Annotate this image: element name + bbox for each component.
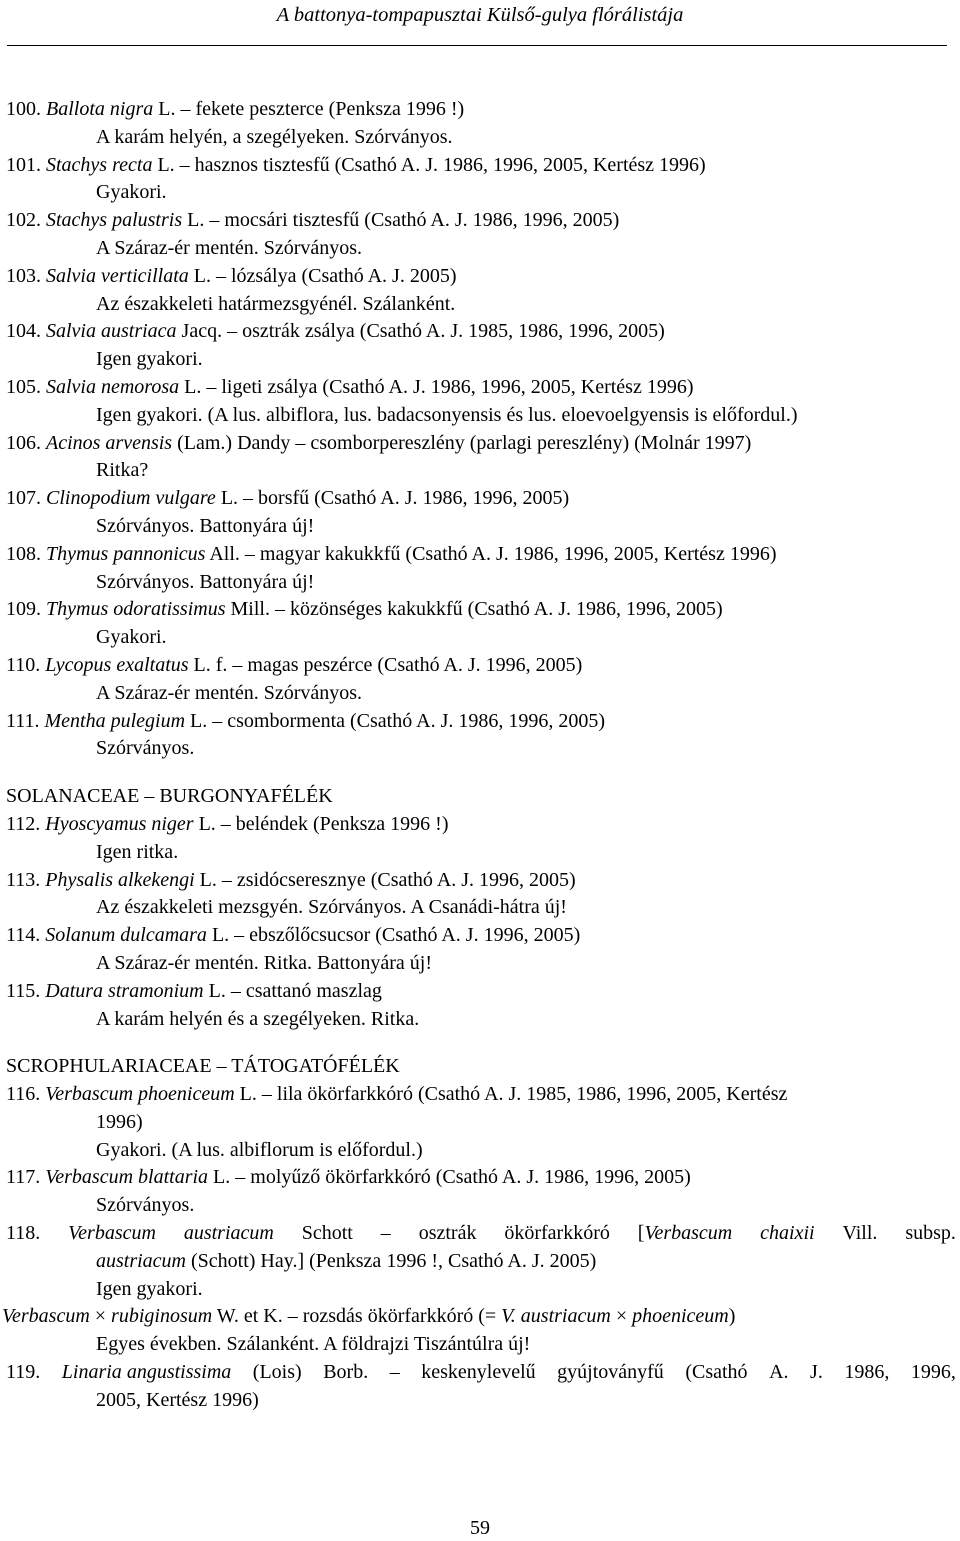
entry-note: Ritka?: [96, 459, 149, 482]
species-name: Salvia nemorosa: [46, 375, 180, 398]
species-name: Verbascum blattaria: [45, 1166, 209, 1189]
species-entry: [6, 318, 956, 374]
species-entry: [6, 922, 956, 978]
species-entry: [6, 978, 956, 1034]
entry-title-line: 101. Stachys recta L. – hasznos tisztesfű (Csathó A. J. 1986, 1996, 2005, Kertész 1996): [6, 153, 706, 176]
species-name: Stachys palustris: [46, 209, 183, 232]
species-entry: [6, 1164, 956, 1220]
entry-title-line: 107. Clinopodium vulgare L. – borsfű (Csathó A. J. 1986, 1996, 2005): [6, 487, 570, 510]
entry-note: Szórványos.: [96, 1194, 195, 1217]
entry-note: A karám helyén és a szegélyeken. Ritka.: [96, 1007, 420, 1030]
entry-title-line: 102. Stachys palustris L. – mocsári tisztesfű (Csathó A. J. 1986, 1996, 2005): [6, 209, 620, 232]
entry-title-line: 116. Verbascum phoeniceum L. – lila ökörfarkkóró (Csathó A. J. 1985, 1986, 1996, 2005, Kertész: [6, 1083, 788, 1106]
species-name: Hyoscyamus niger: [45, 812, 194, 835]
entry-note: Az északkeleti mezsgyén. Szórványos. A Csanádi-hátra új!: [96, 896, 567, 919]
species-name: Clinopodium vulgare: [46, 487, 216, 510]
running-header: [0, 0, 960, 27]
species-name: Datura stramonium: [45, 979, 204, 1002]
synonym-epithet: chaixii: [760, 1222, 815, 1245]
synonym-genus: Verbascum: [644, 1222, 733, 1245]
section-heading-scrophulariaceae: SCROPHULARIACEAE – TÁTOGATÓFÉLÉK: [6, 1055, 400, 1078]
entry-title-line: 105. Salvia nemorosa L. – ligeti zsálya (Csathó A. J. 1986, 1996, 2005, Kertész 1996): [6, 375, 694, 398]
species-entry: [6, 652, 956, 708]
entry-note: A Száraz-ér mentén. Szórványos.: [96, 236, 363, 259]
species-entry: [6, 1359, 956, 1415]
entry-title-line: 119. Linaria angustissima (Lois) Borb. – keskenylevelű gyújtoványfű (Csathó A. J. 1986, 1996,: [6, 1361, 956, 1384]
species-name: Thymus odoratissimus: [46, 598, 226, 621]
species-entry: [6, 1081, 956, 1164]
entry-note: Gyakori.: [96, 626, 167, 649]
entry-note: Szórványos. Battonyára új!: [96, 514, 315, 537]
entry-title-line: 112. Hyoscyamus niger L. – beléndek (Penksza 1996 !): [6, 812, 449, 835]
species-name: Ballota nigra: [46, 98, 154, 120]
entry-title-line: 111. Mentha pulegium L. – csombormenta (Csathó A. J. 1986, 1996, 2005): [6, 709, 606, 732]
entry-note: Egyes években. Szálanként. A földrajzi Tiszántúlra új!: [96, 1333, 531, 1356]
entry-title-line: 117. Verbascum blattaria L. – molyűző ökörfarkkóró (Csathó A. J. 1986, 1996, 2005): [6, 1166, 691, 1189]
entry-title-line: 106. Acinos arvensis (Lam.) Dandy – csomborpereszlény (parlagi pereszlény) (Molnár 1997): [6, 431, 752, 454]
section-gap: [6, 1033, 956, 1053]
entry-title-line: 118. Verbascum austriacum Schott – osztrák ökörfarkkóró [Verbascum chaixii Vill. subsp.: [6, 1220, 956, 1248]
entry-note: A karám helyén, a szegélyeken. Szórványos.: [96, 125, 453, 148]
species-name: Linaria: [61, 1361, 122, 1384]
entry-title-line: 110. Lycopus exaltatus L. f. – magas peszérce (Csathó A. J. 1996, 2005): [6, 653, 583, 676]
hybrid-cross: ×: [94, 1305, 107, 1328]
entry-title-line: 108. Thymus pannonicus All. – magyar kakukkfű (Csathó A. J. 1986, 1996, 2005, Kertész 1996): [6, 542, 777, 565]
entry-title-line: 100. Ballota nigra L. – fekete peszterce (Penksza 1996 !): [6, 98, 465, 120]
entry-note: Szórványos.: [96, 737, 195, 760]
header-rule: [7, 45, 947, 46]
section-heading-solanaceae: SOLANACEAE – BURGONYAFÉLÉK: [6, 785, 333, 808]
species-entry: [6, 374, 956, 430]
entry-title-line: 115. Datura stramonium L. – csattanó maszlag: [6, 979, 382, 1002]
entry-title-line: 103. Salvia verticillata L. – lózsálya (Csathó A. J. 2005): [6, 264, 457, 287]
entry-title-line: Verbascum × rubiginosum W. et K. – rozsdás ökörfarkkóró (= V. austriacum × phoeniceum): [2, 1305, 736, 1328]
species-name: Acinos arvensis: [46, 431, 173, 454]
species-epithet: angustissima: [126, 1361, 232, 1384]
entry-note: Az északkeleti határmezsgyénél. Szálanként.: [96, 292, 456, 315]
entry-title-line: 113. Physalis alkekengi L. – zsidócseresznye (Csathó A. J. 1996, 2005): [6, 868, 576, 891]
species-list: [2, 96, 956, 1415]
species-entry: [6, 207, 956, 263]
hybrid-genus: Verbascum: [2, 1305, 90, 1328]
entry-note: Szórványos. Battonyára új!: [96, 570, 315, 593]
section-gap: [6, 763, 956, 783]
species-name: Solanum dulcamara: [45, 924, 207, 947]
species-entry: [6, 263, 956, 319]
entry-title-line: 114. Solanum dulcamara L. – ebszőlőcsucsor (Csathó A. J. 1996, 2005): [6, 924, 581, 947]
hybrid-entry: [2, 1303, 956, 1359]
entry-continuation: 1996): [96, 1110, 143, 1133]
species-entry: [6, 867, 956, 923]
running-title: A battonya-tompapusztai Külső-gulya flórálistája: [276, 4, 684, 26]
species-entry: [6, 541, 956, 597]
species-name: Lycopus exaltatus: [45, 653, 189, 676]
entry-note: A Száraz-ér mentén. Ritka. Battonyára új!: [96, 951, 432, 974]
species-name: Verbascum phoeniceum: [45, 1083, 235, 1106]
entry-note: Igen ritka.: [96, 840, 179, 863]
species-entry: [6, 1220, 956, 1303]
species-name: Physalis alkekengi: [45, 868, 195, 891]
page-number: 59: [470, 1517, 490, 1539]
species-name: Mentha pulegium: [44, 709, 186, 732]
entry-title-line: 109. Thymus odoratissimus Mill. – közönséges kakukkfű (Csathó A. J. 1986, 1996, 2005): [6, 598, 723, 621]
species-name: Verbascum: [68, 1222, 156, 1245]
entry-title-line: 104. Salvia austriaca Jacq. – osztrák zsálya (Csathó A. J. 1985, 1986, 1996, 2005): [6, 320, 665, 343]
entry-note: Gyakori.: [96, 181, 167, 204]
entry-continuation: 2005, Kertész 1996): [96, 1388, 259, 1411]
hybrid-epithet: rubiginosum: [111, 1305, 213, 1328]
species-epithet: austriacum: [183, 1222, 274, 1245]
entry-note: Igen gyakori.: [96, 348, 203, 371]
species-entry: [6, 152, 956, 208]
species-name: Salvia austriaca: [46, 320, 177, 343]
species-entry: [6, 430, 956, 486]
species-entry: [6, 596, 956, 652]
entry-note: A Száraz-ér mentén. Szórványos.: [96, 681, 363, 704]
entry-note: Igen gyakori. (A lus. albiflora, lus. badacsonyensis és lus. eloevoelgyensis is előfordul.): [96, 403, 798, 426]
species-name: Salvia verticillata: [46, 264, 189, 287]
species-entry: [6, 96, 956, 152]
species-name: Thymus pannonicus: [46, 542, 206, 565]
species-name: Stachys recta: [46, 153, 153, 176]
entry-continuation: austriacum (Schott) Hay.] (Penksza 1996 !, Csathó A. J. 2005): [96, 1249, 597, 1272]
species-entry: [6, 485, 956, 541]
species-entry: [6, 811, 956, 867]
entry-note: Igen gyakori.: [96, 1277, 203, 1300]
entry-note: Gyakori. (A lus. albiflorum is előfordul.): [96, 1138, 423, 1161]
species-entry: [6, 708, 956, 764]
